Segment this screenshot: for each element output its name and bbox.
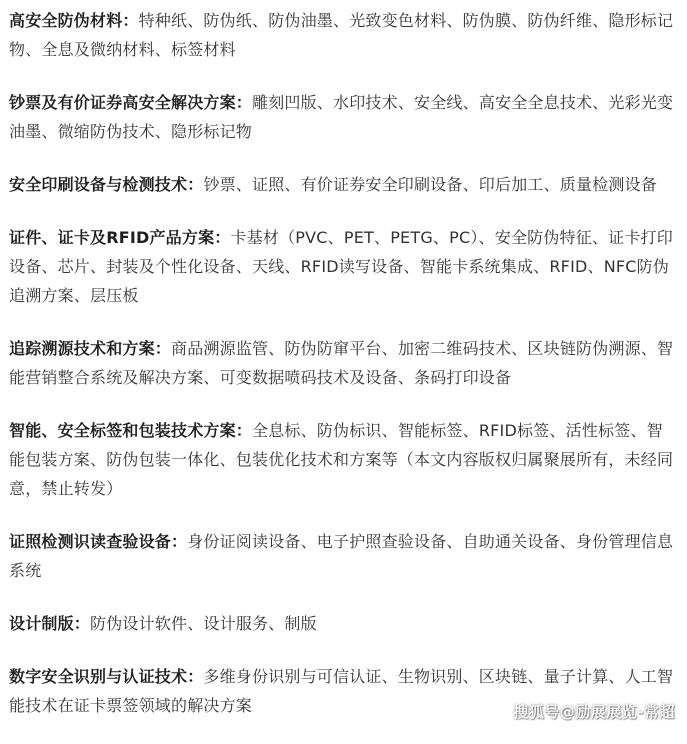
section-banknote-solutions xyxy=(9,88,674,146)
section-cards-rfid xyxy=(9,223,674,310)
section-description: 商品溯源监管、防伪防窜平台、加密二维码技术、区块链防伪溯源、智能营销整合系统及解决方案、可变数据喷码技术及设备、条码打印设备 xyxy=(9,339,674,387)
section-term: 证件、证卡及RFID产品方案： xyxy=(9,228,231,247)
section-description: 身份证阅读设备、电子护照查验设备、自助通关设备、身份管理信息系统 xyxy=(9,532,674,580)
section-description: 多维身份识别与可信认证、生物识别、区块链、量子计算、人工智能技术在证卡票签领域的解决方案 xyxy=(9,667,674,715)
section-term: 智能、安全标签和包装技术方案： xyxy=(9,421,253,440)
section-term: 钞票及有价证券高安全解决方案： xyxy=(9,93,253,112)
section-description: 防伪设计软件、设计服务、制版 xyxy=(90,614,317,633)
section-security-materials xyxy=(9,6,674,64)
article-body xyxy=(9,6,674,744)
section-traceability xyxy=(9,334,674,392)
section-term: 设计制版： xyxy=(9,614,91,633)
section-description: 雕刻凹版、水印技术、安全线、高安全全息技术、光彩光变油墨、微缩防伪技术、隐形标记物 xyxy=(9,93,674,141)
section-description: 全息标、防伪标识、智能标签、RFID标签、活性标签、智能包装方案、防伪包装一体化、包装优化技术和方案等（本文内容版权归属聚展所有，未经同意，禁止转发） xyxy=(9,421,674,498)
watermark: 搜狐号@励展展览-常超 xyxy=(513,703,675,721)
section-design-platemaking xyxy=(9,609,674,638)
section-term: 高安全防伪材料： xyxy=(9,11,139,30)
section-labels-packaging xyxy=(9,416,674,503)
section-description: 钞票、证照、有价证券安全印刷设备、印后加工、质量检测设备 xyxy=(203,175,658,194)
section-term: 追踪溯源技术和方案： xyxy=(9,339,172,358)
section-printing-equipment xyxy=(9,170,674,199)
section-description: 卡基材（PVC、PET、PETG、PC）、安全防伪特征、证卡打印设备、芯片、封装及个性化设备、天线、RFID读写设备、智能卡系统集成、RFID、NFC防伪追溯方案、层压板 xyxy=(9,228,673,305)
section-term: 证照检测识读查验设备： xyxy=(9,532,188,551)
section-description: 特种纸、防伪纸、防伪油墨、光致变色材料、防伪膜、防伪纤维、隐形标记物、全息及微纳材料、标签材料 xyxy=(9,11,674,59)
section-id-inspection xyxy=(9,527,674,585)
section-term: 数字安全识别与认证技术： xyxy=(9,667,204,686)
section-term: 安全印刷设备与检测技术： xyxy=(9,175,204,194)
